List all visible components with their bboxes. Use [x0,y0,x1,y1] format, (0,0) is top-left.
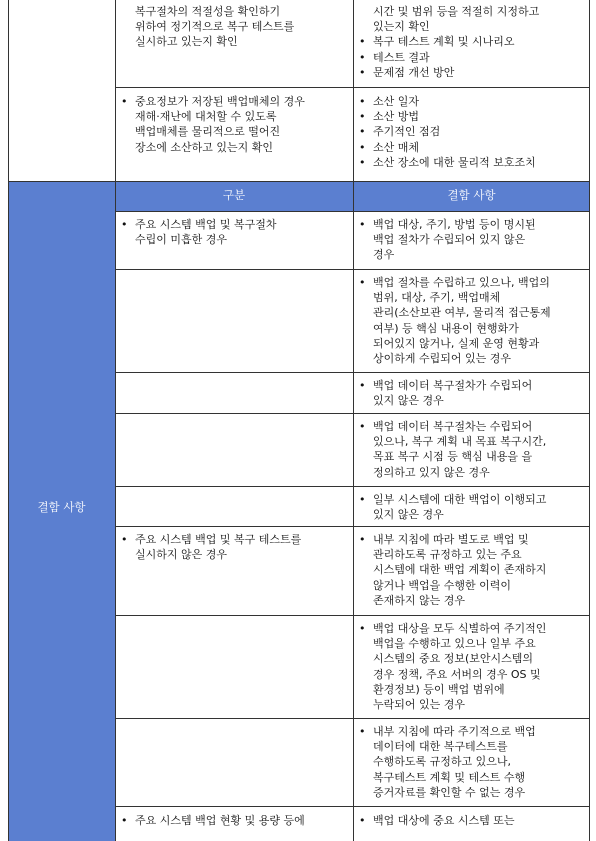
row2-right [353,275,590,366]
text-line: 장소에 소산하고 있는지 확인 [135,140,274,154]
text-line: 백업 절차가 수립되어 있지 않은 [373,233,526,247]
text-line: 관리하도록 규정하고 있는 주요 [373,548,522,562]
bullet-item: • 주요 시스템 백업 및 복구 테스트를 [115,532,353,547]
text-line: 시간 및 범위 등을 적절히 지정하고 [373,5,540,18]
text-line: 위하여 정기적으로 복구 테스트를 [135,20,295,34]
row-divider [115,526,590,527]
row-divider [8,181,590,182]
text-line: 관리(소산보관 여부, 물리적 접근통제 [373,306,551,320]
text-line: 수행하도록 규정하고 있으나, [373,755,512,769]
bullet-item: • 주요 시스템 백업 및 복구절차 [115,217,353,232]
text-line: 여부) 등 핵심 내용이 현행화가 [373,321,519,335]
text-line: 있지 않은 경우 [373,394,444,408]
bullet-item: • 복구 테스트 계획 및 시나리오 [353,34,590,49]
document-table [8,0,590,841]
text-line: 않거나 백업을 수행한 이력이 [373,578,512,592]
bullet-item: • 백업 절차를 수립하고 있으나, 백업의 [353,275,590,290]
top-row1-right [353,4,590,80]
row7-right [353,621,590,712]
text-line: 환경정보) 등이 백업 범위에 [373,682,505,696]
row-divider [115,806,590,807]
row3-right [353,378,590,408]
text-line: 데이터에 대한 복구테스트를 [373,740,508,754]
row-divider [115,372,590,373]
text-line: 복구절차의 적절성을 확인하기 [135,5,281,18]
row6-left [115,532,353,562]
bullet-item: • 백업 대상을 모두 식별하여 주기적인 [353,621,590,636]
row-divider [115,269,590,270]
row-divider [115,211,590,212]
text-line: 시스템에 대한 백업 계획이 존재하지 [373,563,547,577]
row-divider [115,486,590,487]
bullet-item: • 주요 시스템 백업 현황 및 용량 등에 [115,813,353,828]
bullet-item: • 문제점 개선 방안 [353,65,590,80]
header-col-defects: 결함 사항 [353,181,590,211]
row1-right [353,217,590,263]
bullet-item: • 백업 데이터 복구절차가 수립되어 [353,378,590,393]
text-line: 있는지 확인 [373,20,430,34]
bullet-item: • 백업 대상, 주기, 방법 등이 명시된 [353,217,590,232]
text-line: 복구테스트 계획 및 테스트 수행 [373,770,526,784]
text-line: 시스템의 중요 정보(보안시스템의 [373,652,534,666]
text-line: 정의하고 있지 않은 경우 [373,465,490,479]
row5-right [353,492,590,522]
top-row2-left [115,94,353,155]
bullet-item: • 내부 지침에 따라 별도로 백업 및 [353,532,590,547]
bullet-item: • 백업 대상에 중요 시스템 또는 [353,813,590,828]
bullet-item: • 소산 장소에 대한 물리적 보호조치 [353,155,590,170]
top-row1-left [115,4,353,50]
bullet-item: • 소산 일자 [353,94,590,109]
bullet-item: • 중요정보가 저장된 백업매체의 경우 [115,94,353,109]
text-line: 실시하지 않은 경우 [135,548,228,562]
text-line: 목표 복구 시점 등 핵심 내용을 을 [373,450,533,464]
side-label: 결함 사항 [37,500,86,514]
bullet-item: • 내부 지침에 따라 주기적으로 백업 [353,724,590,739]
text-line: 백업을 수행하고 있으나 일부 주요 [373,637,536,651]
table-border-left [8,0,9,841]
row1-left [115,217,353,247]
text-line: 재해·재난에 대처할 수 있도록 [135,110,277,124]
row-divider [115,87,590,88]
text-line: 되어있지 않거나, 실제 운영 현황과 [373,336,540,350]
row4-right [353,419,590,480]
text-line: 경우 [373,248,395,262]
row-divider [115,615,590,616]
bullet-item: • 테스트 결과 [353,50,590,65]
text-line: 범위, 대상, 주기, 백업매체 [373,291,501,305]
bullet-item: • 소산 매체 [353,140,590,155]
text-line: 있으나, 복구 계획 내 목표 복구시간, [373,435,547,449]
text-line: 상이하게 수립되어 있는 경우 [373,352,512,366]
row9-left [115,813,353,828]
top-row2-right [353,94,590,170]
bullet-item: • 주기적인 점검 [353,124,590,139]
row9-right [353,813,590,828]
text-line: 있지 않은 경우 [373,508,444,522]
row-divider [115,413,590,414]
text-line: 누락되어 있는 경우 [373,698,466,712]
bullet-item: • 소산 방법 [353,109,590,124]
text-line: 백업매체를 물리적으로 떨어진 [135,125,281,139]
header-col-category: 구분 [115,181,353,211]
row8-right [353,724,590,800]
text-line: 수립이 미흡한 경우 [135,233,228,247]
bullet-item: • 일부 시스템에 대한 백업이 이행되고 [353,492,590,507]
text-line: 존재하지 않는 경우 [373,593,466,607]
row-divider [115,718,590,719]
text-line: 경우 정책, 주요 서버의 경우 OS 및 [373,667,541,681]
text-line: 증거자료를 확인할 수 없는 경우 [373,785,526,799]
text-line: 실시하고 있는지 확인 [135,35,238,49]
row6-right [353,532,590,608]
bullet-item: • 백업 데이터 복구절차는 수립되어 [353,419,590,434]
